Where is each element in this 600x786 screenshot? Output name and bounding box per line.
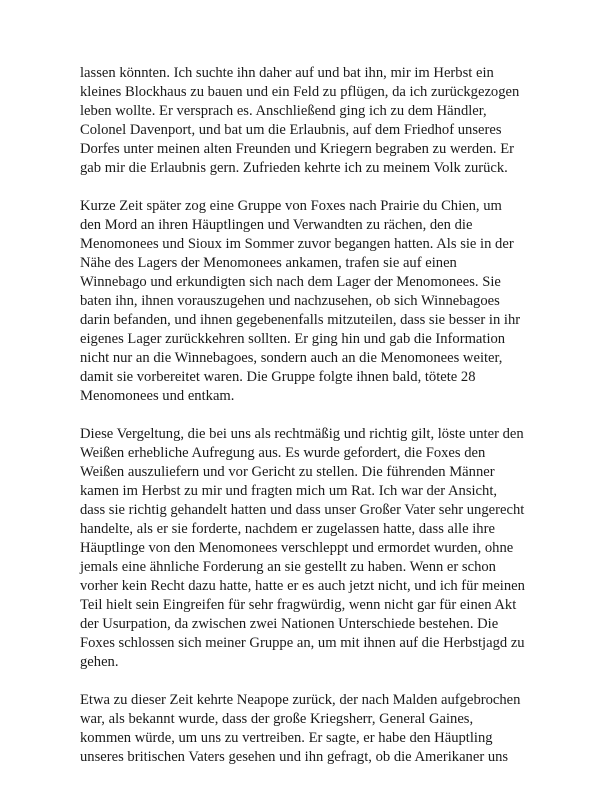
text-line: Colonel Davenport, und bat um die Erlaubnis, auf dem Friedhof unseres xyxy=(80,122,502,138)
text-line: war, als bekannt wurde, dass der große Kriegsherr, General Gaines, xyxy=(80,711,474,727)
text-line: kleines Blockhaus zu bauen und ein Feld zu pflügen, da ich zurückgezogen xyxy=(80,84,520,100)
text-line: Diese Vergeltung, die bei uns als rechtmäßig und richtig gilt, löste unter den xyxy=(80,426,524,442)
text-line: handelte, als er sie forderte, nachdem er zugelassen hatte, dass alle ihre xyxy=(80,521,495,537)
paragraph-3 xyxy=(80,425,532,672)
document-page xyxy=(80,64,532,786)
text-line: gab mir die Erlaubnis gern. Zufrieden kehrte ich zu meinem Volk zurück. xyxy=(80,160,508,176)
text-line: Menomonees und Sioux im Sommer zuvor begangen hatten. Als sie in der xyxy=(80,236,514,252)
text-line: den Mord an ihren Häuptlingen und Verwandten zu rächen, den die xyxy=(80,217,473,233)
text-line: Häuptlinge von den Menomonees verschleppt und ermordet wurden, ohne xyxy=(80,540,514,556)
text-line: eigenes Lager zurückkehren sollten. Er ging hin und gab die Information xyxy=(80,331,506,347)
text-line: dass sie richtig gehandelt hatten und dass unser Großer Vater sehr ungerecht xyxy=(80,502,525,518)
text-line: Weißen auszuliefern und vor Gericht zu stellen. Die führenden Männer xyxy=(80,464,495,480)
text-line: kommen würde, um uns zu vertreiben. Er sagte, er habe den Häuptling xyxy=(80,730,493,746)
text-line: nicht nur an die Winnebagoes, sondern auch an die Menomonees weiter, xyxy=(80,350,503,366)
paragraph-2 xyxy=(80,197,532,406)
text-line: Weißen erhebliche Aufregung aus. Es wurde gefordert, die Foxes den xyxy=(80,445,486,461)
text-line: Foxes schlossen sich meiner Gruppe an, um mit ihnen auf die Herbstjagd zu xyxy=(80,635,525,651)
text-line: Kurze Zeit später zog eine Gruppe von Foxes nach Prairie du Chien, um xyxy=(80,198,502,214)
text-line: Winnebago und erkundigten sich nach dem Lager der Menomonees. Sie xyxy=(80,274,501,290)
text-line: vorher kein Recht dazu hatte, hatte er es auch jetzt nicht, und ich für meinen xyxy=(80,578,525,594)
text-line: Dorfes unter meinen alten Freunden und Kriegern begraben zu werden. Er xyxy=(80,141,514,157)
text-line: der Usurpation, da zwischen zwei Nationen Unterschiede bestehen. Die xyxy=(80,616,499,632)
text-line: jemals eine ähnliche Forderung an sie gestellt zu haben. Wenn er schon xyxy=(80,559,496,575)
text-line: unseres britischen Vaters gesehen und ihn gefragt, ob die Amerikaner uns xyxy=(80,749,509,765)
paragraph-1 xyxy=(80,64,532,178)
paragraph-4 xyxy=(80,691,532,767)
text-line: baten ihn, ihnen vorauszugehen und nachzusehen, ob sich Winnebagoes xyxy=(80,293,500,309)
text-line: Nähe des Lagers der Menomonees ankamen, trafen sie auf einen xyxy=(80,255,457,271)
text-line: lassen könnten. Ich suchte ihn daher auf und bat ihn, mir im Herbst ein xyxy=(80,65,494,81)
text-line: darin befanden, und ihnen gegebenenfalls mitzuteilen, dass sie besser in ihr xyxy=(80,312,521,328)
text-line: leben wollte. Er versprach es. Anschließend ging ich zu dem Händler, xyxy=(80,103,487,119)
text-line: gehen. xyxy=(80,654,119,670)
text-line: Etwa zu dieser Zeit kehrte Neapope zurück, der nach Malden aufgebrochen xyxy=(80,692,521,708)
text-line: kamen im Herbst zu mir und fragten mich um Rat. Ich war der Ansicht, xyxy=(80,483,498,499)
text-line: Menomonees und entkam. xyxy=(80,388,235,404)
text-line: damit sie vorbereitet waren. Die Gruppe folgte ihnen bald, tötete 28 xyxy=(80,369,476,385)
text-line: Teil hielt sein Eingreifen für sehr fragwürdig, wenn nicht gar für einen Akt xyxy=(80,597,517,613)
